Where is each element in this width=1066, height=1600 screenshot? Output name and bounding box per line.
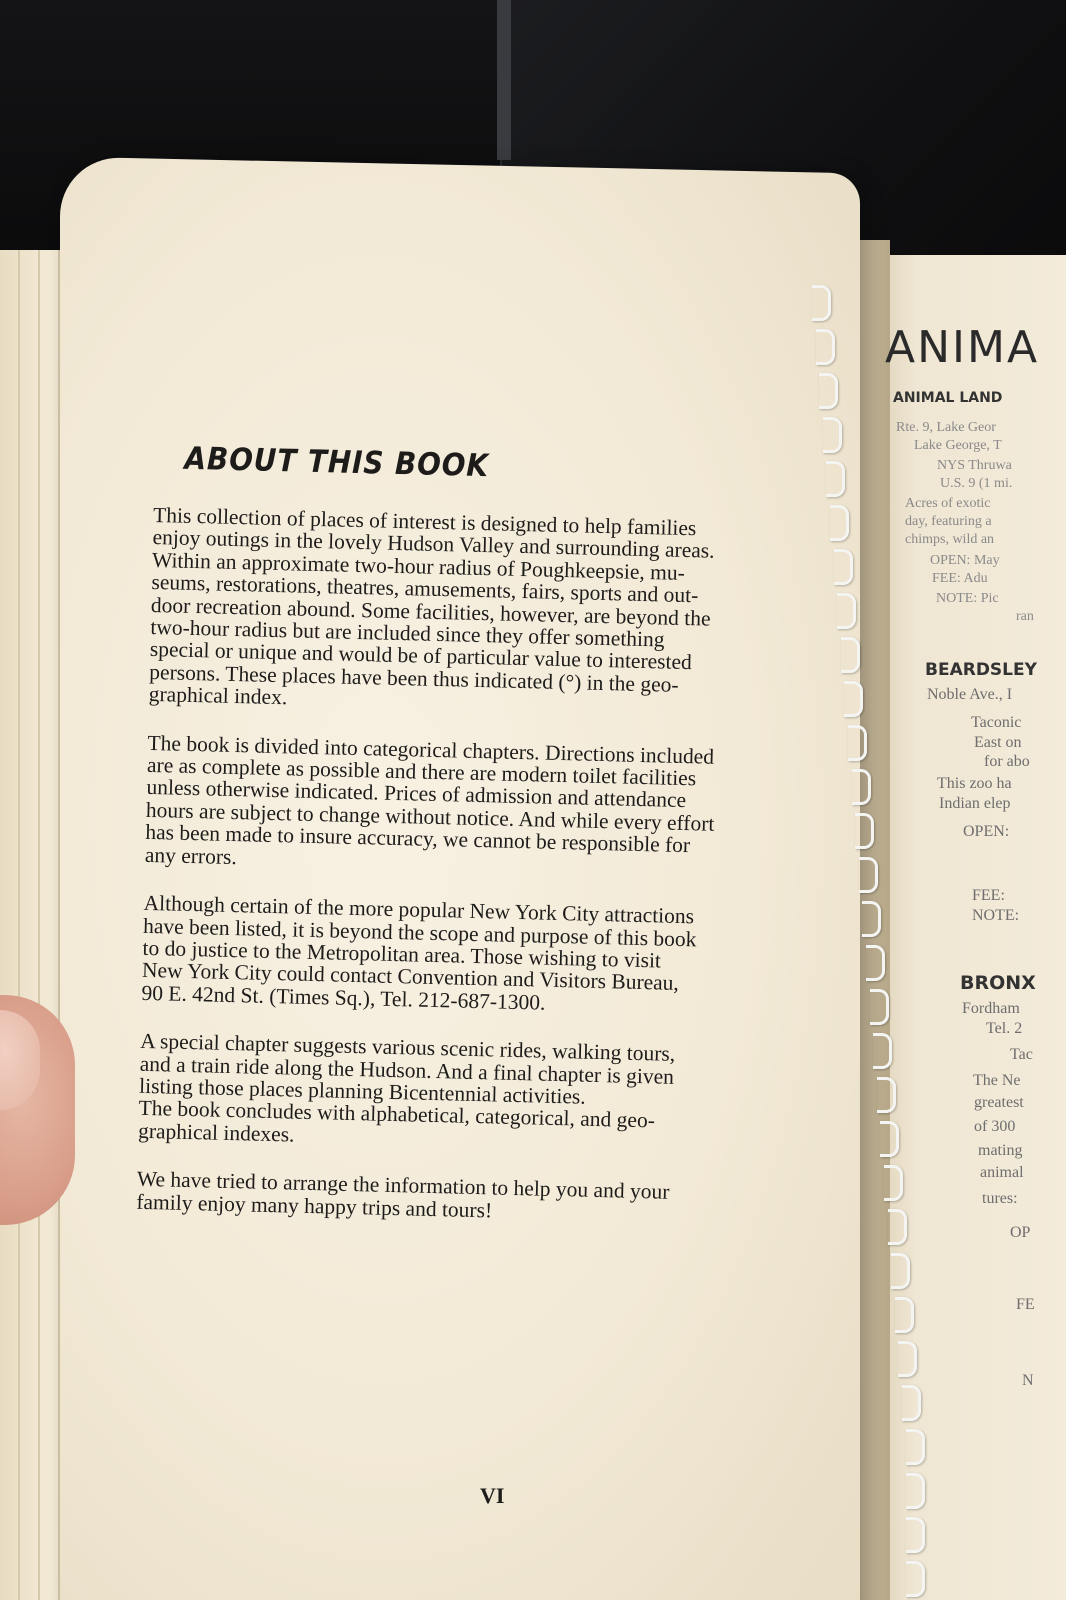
binding-coil	[906, 1561, 925, 1597]
binding-coil	[830, 505, 849, 541]
entry-heading-beardsley: BEARDSLEY	[925, 660, 1037, 680]
right-page-line: This zoo ha	[937, 775, 1012, 792]
binding-coil	[884, 1165, 903, 1201]
right-page-line: Tac	[1010, 1046, 1033, 1063]
right-page-line: The Ne	[973, 1072, 1021, 1089]
right-page-line: animal	[980, 1164, 1024, 1181]
binding-coil	[826, 461, 845, 497]
entry-heading-animal-land: ANIMAL LAND	[893, 390, 1003, 406]
right-page-line: day, featuring a	[905, 514, 992, 529]
right-page-line: for abo	[984, 753, 1030, 770]
paragraph-2: The book is divided into categorical chapters. Directions included are as complete as possible and there are modern toilet facilities unless otherwise indicated. Prices of admission and attendance hours are subject to change without notice. And while every effort has been made to insure accuracy, we cannot be responsible for any errors.	[144, 730, 715, 869]
page-heading: ABOUT THIS BOOK	[184, 440, 490, 485]
paragraph-4: A special chapter suggests various scenic rides, walking tours, and a train ride along the Hudson. And a final chapter is given listing those places planning Bicentennial activities. The book concludes with alphabetical, categorical, and geo- graphical indexes.	[137, 1028, 676, 1147]
right-page-line: U.S. 9 (1 mi.	[940, 476, 1013, 491]
binding-coil	[852, 769, 871, 805]
right-page-line: Rte. 9, Lake Geor	[896, 420, 996, 435]
binding-coil	[891, 1253, 910, 1289]
binding-coil	[895, 1297, 914, 1333]
right-page-line: tures:	[982, 1190, 1018, 1207]
binding-coil	[823, 417, 842, 453]
right-page-line: chimps, wild an	[905, 532, 995, 547]
binding-coil	[880, 1121, 899, 1157]
binding-coil	[902, 1385, 921, 1421]
binding-coil	[906, 1473, 925, 1509]
binding-coil	[816, 329, 835, 365]
binding-coil	[888, 1209, 907, 1245]
right-page-line: FEE:	[972, 887, 1005, 904]
binding-coil	[906, 1429, 925, 1465]
binding-coil	[848, 725, 867, 761]
binding-coil	[906, 1517, 925, 1553]
right-page-line: Taconic	[971, 714, 1022, 731]
right-page-line: OPEN: May	[930, 553, 1000, 568]
binding-coil	[859, 857, 878, 893]
binding-coil	[834, 549, 853, 585]
binding-coil	[898, 1341, 917, 1377]
entry-heading-bronx: BRONX	[960, 972, 1036, 994]
right-page-line: FEE: Adu	[932, 571, 988, 586]
binding-coil	[862, 901, 881, 937]
binding-coil	[837, 593, 856, 629]
right-page-line: NOTE: Pic	[936, 591, 999, 606]
paragraph-5: We have tried to arrange the information to help you and your family enjoy many happy trips and tours!	[136, 1166, 670, 1223]
right-page-line: Indian elep	[939, 795, 1011, 812]
page-edge-line	[18, 250, 20, 1600]
right-page-line: Acres of exotic	[905, 496, 991, 511]
binding-coil	[844, 681, 863, 717]
page-number: VI	[480, 1483, 505, 1508]
binding-coil	[866, 945, 885, 981]
page-edge-line	[38, 250, 40, 1600]
binding-coil	[855, 813, 874, 849]
binding-coil	[841, 637, 860, 673]
binding-coil	[877, 1077, 896, 1113]
binding-coil	[870, 989, 889, 1025]
about-text-block	[135, 440, 814, 1255]
paragraph-1: This collection of places of interest is designed to help families enjoy outings in the lovely Hudson Valley and surrounding areas. Within an approximate two-hour radius of Poughkeepsie, mu- seums, restorations, theatres, amusements, fairs, sports and out- door recreation abound. Some facilities, however, are beyond the two-hour radius but are included since they offer something special or unique and would be of particular value to interested persons. These places have been thus indicated (°) in the geo- graphical index.	[148, 502, 715, 710]
right-page-line: greatest	[974, 1094, 1024, 1111]
right-page-line: NYS Thruwa	[937, 458, 1012, 473]
right-page-line: N	[1022, 1372, 1034, 1389]
metal-rail	[497, 0, 511, 160]
right-page-line: Lake George, T	[914, 438, 1002, 453]
right-page-line: ran	[1016, 609, 1034, 624]
right-page-title: ANIMA	[885, 322, 1040, 373]
binding-coil	[873, 1033, 892, 1069]
right-page-line: OPEN:	[963, 823, 1010, 840]
paragraph-3: Although certain of the more popular New York City attractions have been listed, it is beyond the scope and purpose of this book to do justice to the Metropolitan area. Those wishing to visit New York City could contact Convention and Visitors Bureau, 90 E. 42nd St. (Times Sq.), Tel. 212-687-1300.	[141, 890, 697, 1015]
binding-coil	[819, 373, 838, 409]
right-page	[860, 255, 1066, 1600]
right-page-line: Fordham	[962, 1000, 1020, 1017]
binding-coil	[812, 285, 831, 321]
right-page-line: Noble Ave., I	[927, 686, 1013, 703]
right-page-line: Tel. 2	[986, 1020, 1023, 1037]
right-page-line: of 300	[974, 1118, 1016, 1135]
right-page-line: NOTE:	[972, 907, 1020, 924]
right-page-line: East on	[974, 734, 1022, 751]
right-page-line: OP	[1010, 1224, 1031, 1241]
right-page-line: mating	[978, 1142, 1023, 1159]
right-page-line: FE	[1016, 1296, 1035, 1313]
